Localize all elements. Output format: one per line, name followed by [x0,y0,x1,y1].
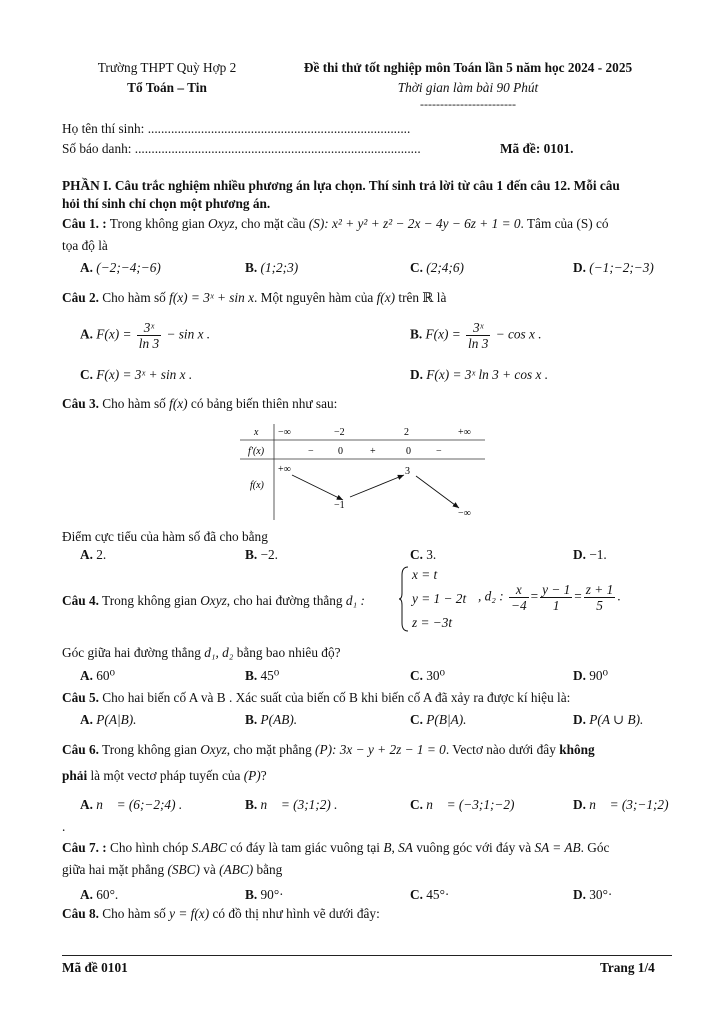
vt-fp-label: f′(x) [248,446,265,457]
q1-line2: tọa độ là [62,238,108,253]
vt-x-3: +∞ [458,427,471,438]
footer-divider [62,955,672,956]
q4-label: Câu 4. [62,593,99,608]
question-2 [62,290,446,306]
q4-question: Góc giữa hai đường thẳng d₁, d₂ bằng bao nhiêu độ? [62,645,341,660]
q5-option-a: A. P(A|B). [80,712,137,727]
q4-text: Trong không gian [102,593,197,608]
q5-option-b: B. P(AB). [245,712,298,727]
question-6: Câu 6. Trong không gian Oxyz, cho mặt phẳng (P): 3x − y + 2z − 1 = 0. Vectơ nào dưới đây không [62,742,595,757]
vt-f-label: f(x) [250,480,264,491]
q4-sys-2: y = 1 − 2t [412,591,467,606]
q7-option-d: D. 30°· [573,887,613,902]
exam-code: Mã đề: 0101. [500,141,574,156]
q2-option-d: D. F(x) = 3ˣ ln 3 + cos x . [410,367,549,382]
vt-fp-3: 0 [406,446,411,457]
vt-arrow-up [350,475,404,497]
q1-option-b: B. (1;2;3) [245,260,299,275]
q3-option-b: B. −2. [245,547,279,562]
q1-option-a: A. (−2;−4;−6) [80,260,161,275]
q1-label: Câu 1. : [62,216,107,231]
q3-fx: f(x) [169,396,188,411]
vt-x-2: 2 [404,427,409,438]
q6-option-c: C. n⃗ = (−3;1;−2) [410,797,515,812]
q2-text-b: . Một nguyên hàm của [253,290,374,305]
q2-text: Cho hàm số [102,290,166,305]
q4-option-d: D. 90⁰ [573,668,608,683]
q5-option-d: D. P(A ∪ B). [573,712,644,727]
q6-option-a: A. n⃗ = (6;−2;4) . [80,797,183,812]
vt-x-1: −2 [334,427,345,438]
q7-option-c: C. 45°· [410,887,450,902]
q4-d2-equation: , d₂ : $\frac{x}{-4}$ = $\frac{y - 1}{1}$ = $\frac{z + 1}{5}$ . [478,582,621,613]
q3-option-a: A. 2. [80,547,107,562]
vt-x-label: x [254,427,259,438]
question-5: Câu 5. Cho hai biến cố A và B . Xác suất của biến cố B khi biến cố A đã xảy ra được kí hiệu là: [62,690,571,705]
q1-text: Trong không gian [109,216,205,231]
footer-page-number: Trang 1/4 [600,960,655,975]
q6-option-b: B. n⃗ = (3;1;2) . [245,797,338,812]
q6-line2: phải là một vectơ pháp tuyến của (P)? [62,768,267,783]
q2-option-b: B. F(x) = $\frac{\text{3ˣ}}{\ln 3}$ − cos x . [410,320,542,351]
vt-fp-1: 0 [338,446,343,457]
q1-sphere-equation: (S): x² + y² + z² − 2x − 4y − 6z + 1 = 0 [308,216,521,231]
vt-f-3: −∞ [458,508,471,519]
q3-label: Câu 3. [62,396,99,411]
vt-fp-2: + [370,446,376,457]
q2-option-a: A. F(x) = $\frac{\text{3ˣ}}{\ln 3}$ − sin x . [80,320,211,351]
q1-text-c: . Tâm của (S) có [520,216,609,231]
vt-fp-4: − [436,446,442,457]
variation-table [240,420,490,522]
question-3 [62,396,337,412]
q1-option-c: C. (2;4;6) [410,260,464,275]
vt-arrow-down-2 [416,476,459,508]
q2-option-c: C. F(x) = 3ˣ + sin x . [80,367,193,382]
q5-option-c: C. P(B|A). [410,712,467,727]
department-name: Tổ Toán – Tin [127,80,207,95]
q2-fx: f(x) [376,290,396,305]
footer-exam-code: Mã đề 0101 [62,960,128,975]
q4-brace [398,565,410,633]
vt-arrow-down-1 [292,475,343,500]
q6-trailing-dot: . [62,819,66,834]
q2-label: Câu 2. [62,290,99,305]
vt-f-2: 3 [405,466,410,477]
q4-sys-1: x = t [412,567,438,582]
q4-text-b: , cho hai đường thẳng [226,593,343,608]
exam-title: Đề thi thử tốt nghiệp môn Toán lần 5 năm học 2024 - 2025 [303,60,633,75]
q3-option-d: D. −1. [573,547,607,562]
q1-oxyz: Oxyz [207,216,235,231]
part1-instructions-line2: hỏi thí sinh chỉ chọn một phương án. [62,196,271,211]
q7-line2: giữa hai mặt phẳng (SBC) và (ABC) bằng [62,862,283,877]
q6-option-d: D. n⃗ = (3;−1;2) [573,797,669,812]
q3-option-c: C. 3. [410,547,437,562]
exam-time: Thời gian làm bài 90 Phút [397,80,539,95]
q7-option-b: B. 90°· [245,887,284,902]
part1-instructions-line1: PHẦN I. Câu trắc nghiệm nhiều phương án lựa chọn. Thí sinh trả lời từ câu 1 đến câu 12. Mỗi câu [62,178,620,193]
question-8: Câu 8. Cho hàm số y = f(x) có đồ thị như hình vẽ dưới đây: [62,906,380,921]
vt-f-1: −1 [334,500,345,511]
q2-text-c: trên ℝ là [398,290,447,305]
q4-option-a: A. 60⁰ [80,668,115,683]
q4-option-b: B. 45⁰ [245,668,280,683]
vt-x-0: −∞ [278,427,291,438]
question-4 [62,593,365,609]
q1-option-d: D. (−1;−2;−3) [573,260,654,275]
q3-text-b: có bảng biến thiên như sau: [190,396,338,411]
vt-f-0: +∞ [278,464,291,475]
q4-oxyz: Oxyz [200,593,227,608]
q3-question: Điểm cực tiểu của hàm số đã cho bằng [62,529,268,544]
question-1 [62,216,609,232]
q1-text-b: , cho mặt cầu [234,216,306,231]
q4-sys-3: z = −3t [412,615,453,630]
header-divider: ------------------------ [420,97,516,111]
q2-function: f(x) = 3ˣ + sin x [169,290,254,305]
candidate-name-field: Họ tên thí sinh: ............................................................................... [62,121,411,136]
q7-option-a: A. 60°. [80,887,119,902]
vt-fp-0: − [308,446,314,457]
school-name: Trường THPT Quỳ Hợp 2 [97,60,237,75]
q4-d1: d₁ : [345,593,365,608]
q4-option-c: C. 30⁰ [410,668,445,683]
q3-text: Cho hàm số [102,396,166,411]
question-7: Câu 7. : Cho hình chóp S.ABC có đáy là tam giác vuông tại B, SA vuông góc với đáy và SA = AB. Góc [62,840,610,855]
candidate-id-field: Số báo danh: ...................................................................................... [62,141,421,156]
